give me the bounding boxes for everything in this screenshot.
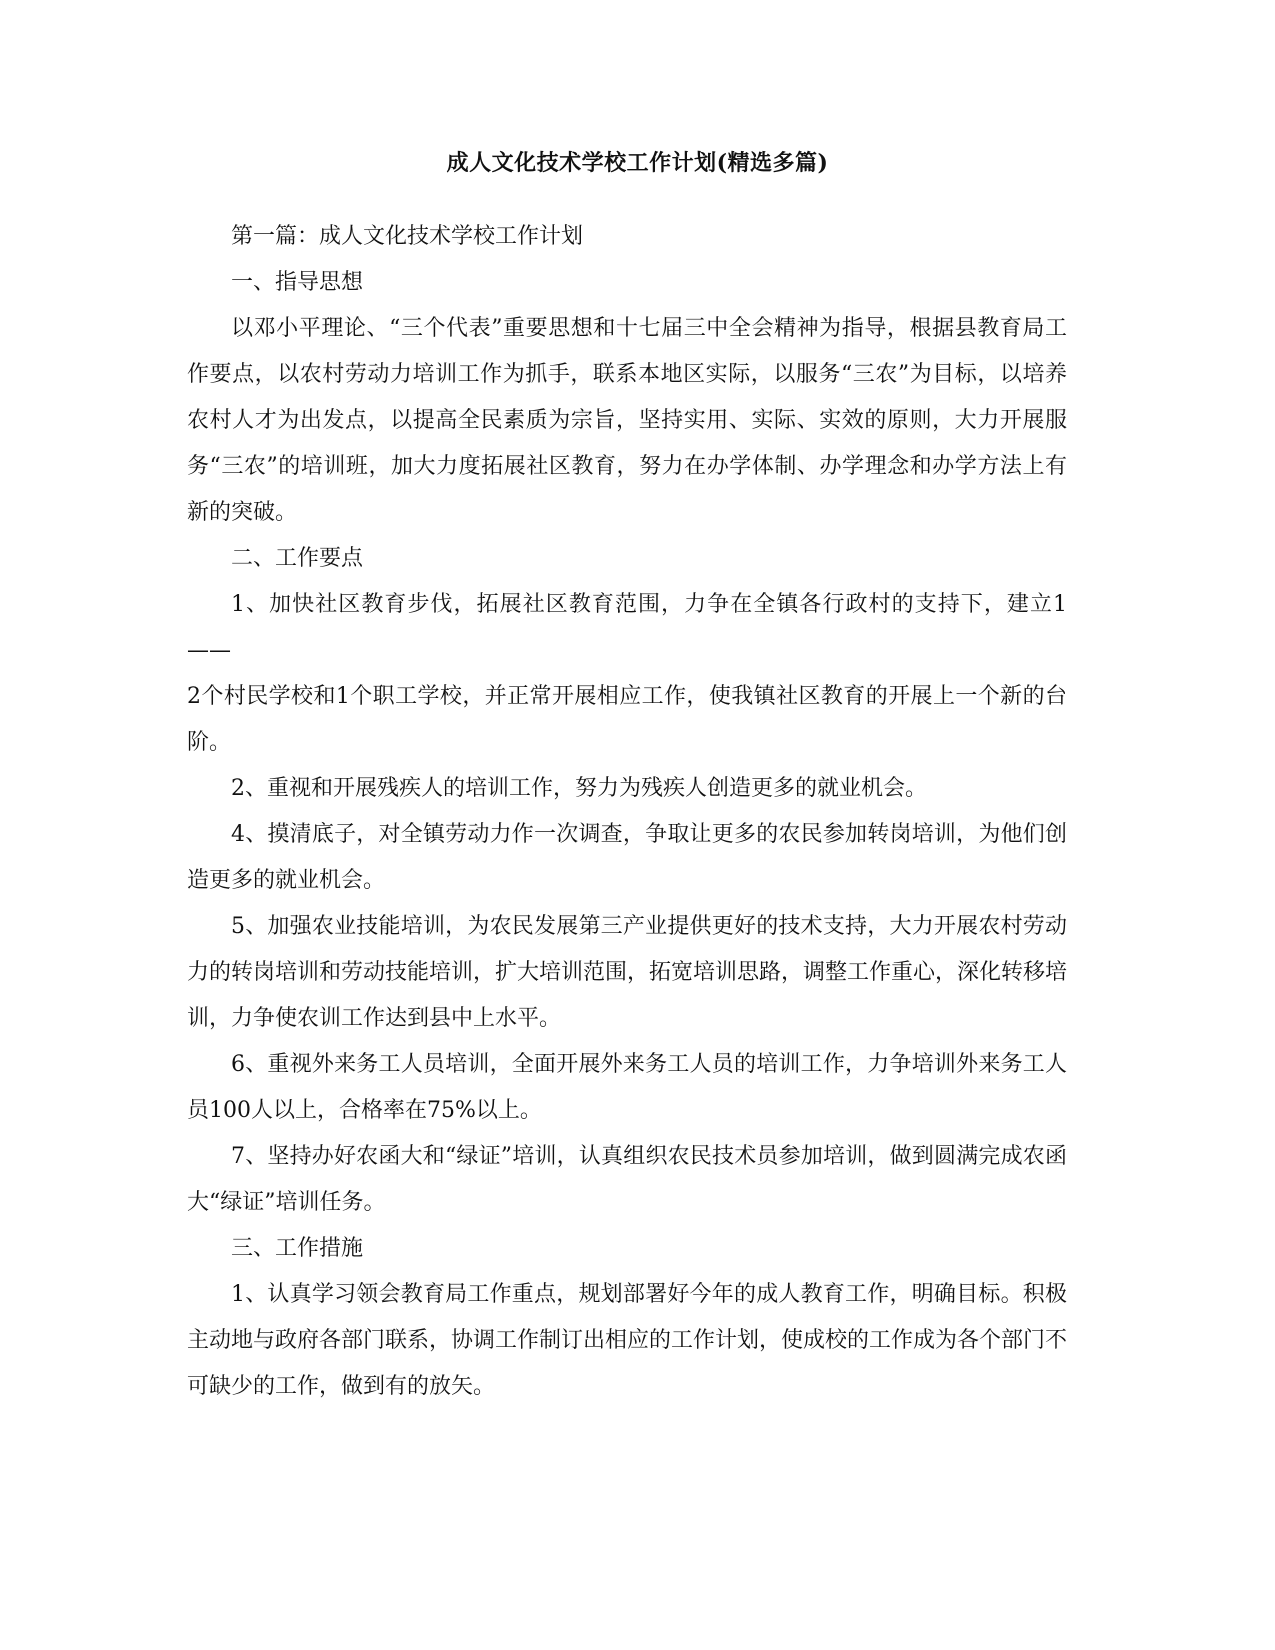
paragraph-work-point-5: 5、加强农业技能培训，为农民发展第三产业提供更好的技术支持，大力开展农村劳动力的转岗培训和劳动技能培训，扩大培训范围，拓宽培训思路，调整工作重心，深化转移培训，力争使农训工作达到县中上水平。 (187, 914, 1068, 1031)
section-heading-work-points: 二、工作要点 (231, 546, 364, 571)
paragraph-work-point-4: 4、摸清底子，对全镇劳动力作一次调查，争取让更多的农民参加转岗培训，为他们创造更多的就业机会。 (187, 822, 1067, 893)
section-heading-guiding-ideology: 一、指导思想 (231, 270, 364, 295)
chapter-heading: 第一篇：成人文化技术学校工作计划 (231, 224, 584, 249)
section-heading-work-measures: 三、工作措施 (231, 1236, 364, 1261)
paragraph-work-point-7: 7、坚持办好农函大和“绿证”培训，认真组织农民技术员参加培训，做到圆满完成农函大“绿证”培训任务。 (187, 1144, 1067, 1215)
paragraph-work-measure-1: 1、认真学习领会教育局工作重点，规划部署好今年的成人教育工作，明确目标。积极主动地与政府各部门联系，协调工作制订出相应的工作计划，使成校的工作成为各个部门不可缺少的工作，做到有的放矢。 (187, 1282, 1068, 1399)
paragraph-work-point-1: 1、加快社区教育步伐，拓展社区教育范围，力争在全镇各行政村的支持下，建立1—— (187, 592, 1067, 663)
paragraph-work-point-2: 2、重视和开展残疾人的培训工作，努力为残疾人创造更多的就业机会。 (231, 776, 927, 801)
paragraph-work-point-1-continued: 2个村民学校和1个职工学校，并正常开展相应工作，使我镇社区教育的开展上一个新的台阶。 (187, 684, 1067, 755)
paragraph-guiding-ideology: 以邓小平理论、“三个代表”重要思想和十七届三中全会精神为指导，根据县教育局工作要点，以农村劳动力培训工作为抓手，联系本地区实际，以服务“三农”为目标，以培养农村人才为出发点，以提高全民素质为宗旨，坚持实用、实际、实效的原则，大力开展服务“三农”的培训班，加大力度拓展社区教育，努力在办学体制、办学理念和办学方法上有新的突破。 (187, 316, 1067, 525)
document-title: 成人文化技术学校工作计划(精选多篇) (446, 150, 829, 176)
document-body (187, 214, 1067, 1410)
paragraph-work-point-6: 6、重视外来务工人员培训，全面开展外来务工人员的培训工作，力争培训外来务工人员100人以上，合格率在75%以上。 (187, 1052, 1067, 1123)
